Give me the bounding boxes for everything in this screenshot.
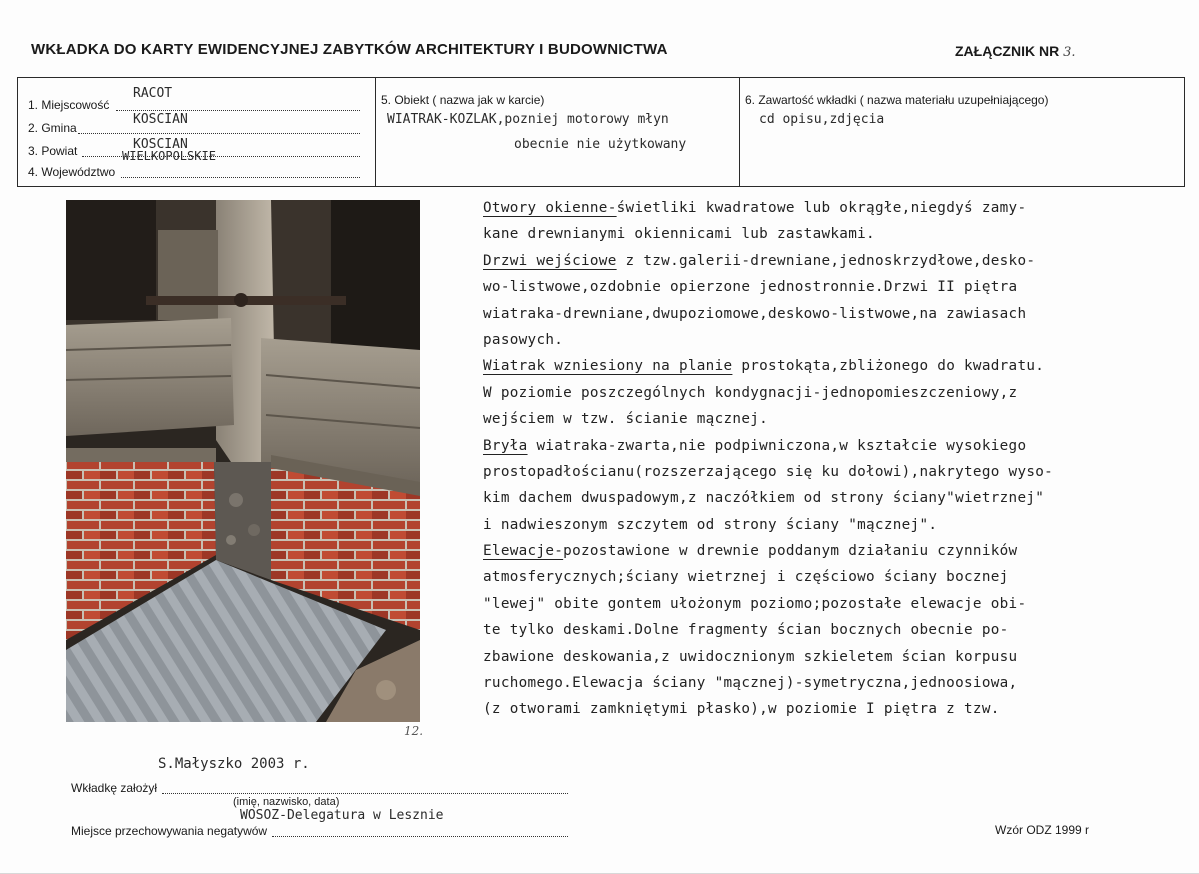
right-border — [1184, 77, 1185, 187]
description-text-span: te tylko deskami.Dolne fragmenty ścian bocznych obecnie po- — [483, 622, 1009, 639]
description-line — [483, 301, 1163, 327]
field-district-label: 3. Powiat — [28, 144, 78, 158]
description-line — [483, 248, 1163, 274]
field-locality-line — [116, 110, 360, 111]
description-text-span: wejściem w tzw. ścianie mącznej. — [483, 411, 769, 428]
author-line — [162, 793, 568, 794]
left-border — [17, 77, 18, 187]
heading-plan: Wiatrak wzniesiony na planie — [483, 358, 733, 375]
author-label: Wkładkę założył — [71, 781, 158, 795]
description-line — [483, 353, 1163, 379]
description-line — [483, 670, 1163, 696]
template-version: Wzór ODZ 1999 r — [995, 823, 1090, 837]
heading-elevations: Elewacje- — [483, 543, 564, 560]
author-hint: (imię, nazwisko, data) — [233, 796, 340, 808]
description-line — [483, 591, 1163, 617]
field-voivodeship-line — [121, 177, 360, 178]
contents-value: cd opisu,zdjęcia — [759, 112, 885, 127]
description-line — [483, 221, 1163, 247]
description-text-span: W poziomie poszczególnych kondygnacji-jednopomieszczeniowy,z — [483, 384, 1018, 401]
form-title: WKŁADKA DO KARTY EWIDENCYJNEJ ZABYTKÓW ARCHITEKTURY I BUDOWNICTWA — [31, 41, 668, 58]
column-divider-1 — [375, 77, 376, 187]
description-line — [483, 433, 1163, 459]
description-text-span: wo-listwowe,ozdobnie opierzone jednostronnie.Drzwi II piętra — [483, 279, 1018, 296]
description-text-span: "lewej" obite gontem ułożonym poziomo;pozostałe elewacje obi- — [483, 595, 1027, 612]
windmill-interior-photo — [66, 200, 420, 722]
field-district-value: KOSCIAN — [133, 137, 188, 152]
heading-body: Bryła — [483, 437, 528, 454]
description-text-span: wiatraka-zwarta,nie podpiwniczona,w kształcie wysokiego — [527, 437, 1027, 454]
description-text-span: świetliki kwadratowe lub okrągłe,niegdyś zamy- — [616, 200, 1027, 216]
field-voivodeship-label: 4. Województwo — [28, 165, 116, 179]
description-line — [483, 644, 1163, 670]
annex-number — [955, 43, 1076, 60]
description-line — [483, 195, 1163, 221]
annex-label: ZAŁĄCZNIK NR — [955, 43, 1060, 59]
description-line — [483, 274, 1163, 300]
description-text-span: pasowych. — [483, 331, 564, 348]
description-text-span: atmosferycznych;ściany wietrznej i częściowo ściany bocznej — [483, 569, 1009, 586]
object-label: 5. Obiekt ( nazwa jak w karcie) — [381, 93, 545, 107]
field-voivodeship-value: WIELKOPOLSKIE — [122, 149, 216, 163]
object-line-2: obecnie nie użytkowany — [514, 137, 687, 152]
description-line — [483, 380, 1163, 406]
description-line — [483, 459, 1163, 485]
description-text-span: i nadwieszonym szczytem od strony ściany "mącznej". — [483, 516, 938, 533]
storage-label: Miejsce przechowywania negatywów — [71, 824, 268, 838]
heading-window-openings: Otwory okienne- — [483, 200, 617, 216]
column-divider-2 — [739, 77, 740, 187]
photo-number: 12. — [404, 724, 424, 738]
field-locality-value: RACOT — [133, 86, 173, 101]
description-line — [483, 327, 1163, 353]
description-text-span: prostokąta,zbliżonego do kwadratu. — [732, 358, 1045, 375]
description-line — [483, 696, 1163, 722]
description-line — [483, 512, 1163, 538]
storage-line — [272, 836, 568, 837]
photo-illustration — [66, 200, 420, 722]
description-line — [483, 485, 1163, 511]
field-locality-label: 1. Miejscowość — [28, 98, 110, 112]
storage-value: WOSOZ-Delegatura w Lesznie — [240, 808, 444, 823]
description-text-span: pozostawione w drewnie poddanym działaniu czynników — [563, 543, 1018, 560]
description-line — [483, 564, 1163, 590]
description-text-span: kane drewnianymi okiennicami lub zastawkami. — [483, 226, 875, 243]
description-text-span: prostopadłościanu(rozszerzającego się ku dołowi),nakrytego wyso- — [483, 463, 1054, 480]
field-commune-label: 2. Gmina — [28, 121, 77, 135]
description-text — [483, 195, 1163, 723]
description-line — [483, 406, 1163, 432]
info-divider — [17, 186, 1185, 187]
description-text-span: kim dachem dwuspadowym,z naczółkiem od strony ściany"wietrznej" — [483, 490, 1045, 507]
description-line — [483, 538, 1163, 564]
description-line — [483, 617, 1163, 643]
description-text-span: z tzw.galerii-drewniane,jednoskrzydłowe,desko- — [616, 252, 1036, 269]
field-commune-value: KOSCIAN — [133, 112, 188, 127]
description-text-span: wiatraka-drewniane,dwupoziomowe,deskowo-listwowe,na zawiasach — [483, 305, 1027, 322]
description-text-span: (z otworami zamkniętymi płasko),w poziomie I piętra z tzw. — [483, 701, 1000, 718]
contents-label: 6. Zawartość wkładki ( nazwa materiału uzupełniającego) — [745, 93, 1049, 107]
object-line-1: WIATRAK-KOZLAK,pozniej motorowy młyn — [387, 112, 669, 127]
description-text-span: ruchomego.Elewacja ściany "mącznej)-symetryczna,jednoosiowa, — [483, 675, 1018, 692]
annex-number-value: 3. — [1063, 45, 1076, 60]
description-text-span: zbawione deskowania,z uwidocznionym szkieletem ścian korpusu — [483, 648, 1018, 665]
field-commune-line — [78, 133, 360, 134]
heading-entrance-door: Drzwi wejściowe — [483, 252, 617, 269]
header-divider — [17, 77, 1185, 78]
author-value: S.Małyszko 2003 r. — [158, 756, 310, 772]
